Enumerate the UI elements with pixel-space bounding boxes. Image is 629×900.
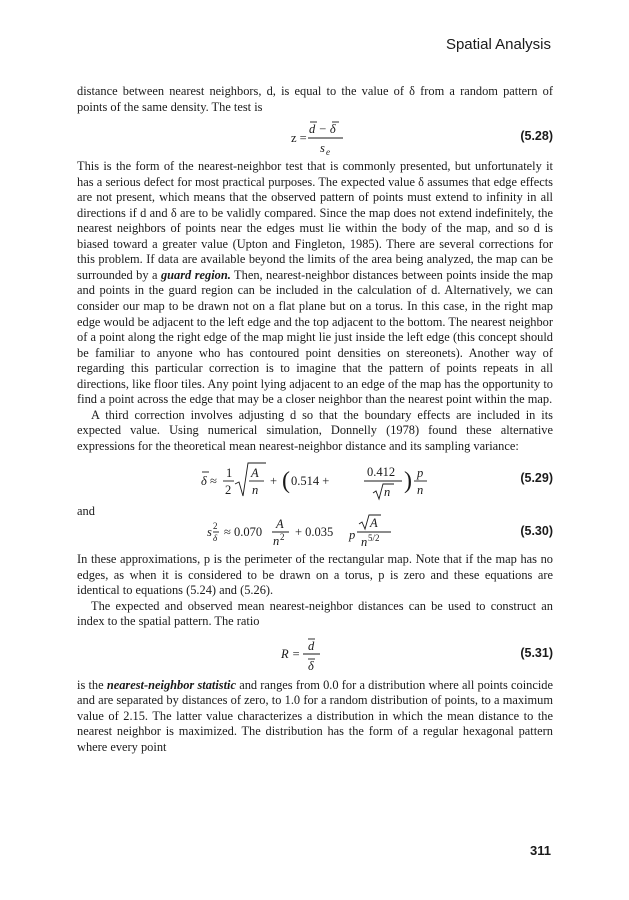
paragraph-6-part-a: is the bbox=[77, 677, 107, 692]
equation-number-5-29: (5.29) bbox=[520, 471, 553, 486]
eq530-plus-constant: + 0.035 bbox=[295, 525, 334, 540]
eq528-numerator: d − δ bbox=[309, 122, 336, 137]
eq530-lhs: s bbox=[207, 525, 212, 540]
equation-5-30 bbox=[77, 512, 553, 552]
paragraph-6-part-b: and ranges from 0.0 for a distribution where all points coincide and are separated by distances of zero, to 1.0 for a random distribution of points, to a maximum value of 2.15. The latter value characterizes a distribution in which the mean distance to the nearest neighbor is maximized. The distribution has the form of a regular hexagonal pattern where every point bbox=[77, 677, 553, 754]
paragraph-4: In these approximations, p is the perimeter of the rectangular map. Note that if the map has no edges, as when it is considered to be drawn on a torus, p is zero and these equations are identical to equations (5.24) and (5.26). bbox=[77, 552, 553, 598]
paragraph-2-part-a: This is the form of the nearest-neighbor test that is commonly presented, but unfortunately it has a serious defect for most practical purposes. The expected value δ assumes that edge effects are not present, which means that the observed pattern of points must extend to infinity in all directions if d and δ are to be validly compared. Since the map does not extend indefinitely, the nearest neighbors of points near the edges must lie within the body of the map, and so d is biased toward a greater value (Upton and Fingleton, 1985). There are several corrections for this problem. If data are available beyond the limits of the area being analyzed, the map can be surrounded by a bbox=[77, 159, 553, 282]
equation-5-28 bbox=[77, 115, 553, 159]
equation-5-28-math bbox=[77, 115, 377, 159]
term-nearest-neighbor-statistic: nearest-neighbor statistic bbox=[106, 677, 236, 692]
equation-5-29-math bbox=[77, 454, 437, 504]
eq530-n2: n bbox=[273, 534, 280, 549]
eq530-approx: ≈ 0.070 bbox=[224, 525, 263, 540]
eq531-denominator: δ bbox=[308, 658, 314, 673]
eq530-n2-sup: 2 bbox=[280, 532, 285, 543]
eq530-n52-sup: 5/2 bbox=[368, 533, 380, 544]
equation-5-31-math bbox=[77, 630, 377, 678]
equation-5-30-math bbox=[77, 512, 437, 552]
eq530-lhs-sup: 2 bbox=[213, 521, 218, 532]
paragraph-3: A third correction involves adjusting d so that the boundary effects are included in its expected value. Using numerical simulation, Donnelly (1978) found these alternative expressions for the theoretical mean nearest-neighbor distance and its sampling variance: bbox=[77, 407, 553, 453]
eq529-p: p bbox=[417, 466, 424, 481]
eq529-constant: 0.514 + bbox=[291, 474, 330, 489]
body-text bbox=[77, 84, 553, 756]
eq531-numerator: d bbox=[308, 638, 315, 653]
eq529-paren-close: ) bbox=[404, 468, 412, 495]
eq529-lhs: δ ≈ bbox=[201, 474, 217, 489]
equation-5-29 bbox=[77, 454, 553, 504]
equation-number-5-28: (5.28) bbox=[520, 129, 553, 144]
paragraph-2 bbox=[77, 159, 553, 408]
eq529-n: n bbox=[252, 483, 259, 498]
term-guard-region: guard region. bbox=[160, 267, 231, 282]
eq528-denominator: s bbox=[320, 141, 325, 156]
equation-5-31 bbox=[77, 630, 553, 678]
eq529-A: A bbox=[251, 466, 259, 481]
equation-number-5-30: (5.30) bbox=[520, 524, 553, 539]
equation-number-5-31: (5.31) bbox=[520, 645, 553, 660]
eq530-sqrtA: A bbox=[370, 516, 378, 531]
eq529-sqrt-n: n bbox=[384, 485, 391, 500]
eq529-plus: + bbox=[270, 474, 278, 489]
eq528-lhs: z = bbox=[291, 131, 307, 146]
eq528-denominator-subscript: e bbox=[326, 147, 330, 158]
eq529-half-numerator: 1 bbox=[226, 466, 233, 481]
connector-and: and bbox=[77, 504, 95, 519]
eq531-lhs: R = bbox=[281, 646, 301, 661]
eq530-n52: n bbox=[361, 535, 368, 550]
eq529-paren-open: ( bbox=[282, 468, 290, 495]
eq530-A: A bbox=[276, 517, 284, 532]
running-head: Spatial Analysis bbox=[445, 36, 551, 53]
eq529-numerator-0412: 0.412 bbox=[367, 465, 396, 480]
paragraph-1: distance between nearest neighbors, d, is equal to the value of δ from a random pattern of points of the same density. The test is bbox=[77, 84, 553, 114]
eq529-n2: n bbox=[417, 483, 424, 498]
eq529-half-denominator: 2 bbox=[225, 483, 232, 498]
eq530-lhs-sub: δ bbox=[213, 533, 218, 544]
eq530-p: p bbox=[349, 528, 356, 543]
paragraph-2-part-b: Then, nearest-neighbor distances between points inside the map and points in the guard region can be included in the calculation of d. Alternatively, we can consider our map to be drawn not on a flat plane but on a torus. In this case, in the right map edge would be adjacent to the left edge and the top adjacent to the bottom. The nearest neighbor of a point along the right edge of the map might lie just inside the left edge (this concept should be familiar to anyone who has contoured point densities on stereonets). Another way of regarding this particular correction is to imagine that the pattern of points repeats in all directions, like floor tiles. Any point lying adjacent to an edge of the map has the opportunity to find a point across the edge that may be a closer neighbor than the nearest point within the map. bbox=[77, 267, 553, 407]
page-number: 311 bbox=[530, 843, 551, 858]
paragraph-5: The expected and observed mean nearest-neighbor distances can be used to construct an index to the spatial pattern. The ratio bbox=[77, 598, 553, 629]
paragraph-6 bbox=[77, 678, 553, 756]
